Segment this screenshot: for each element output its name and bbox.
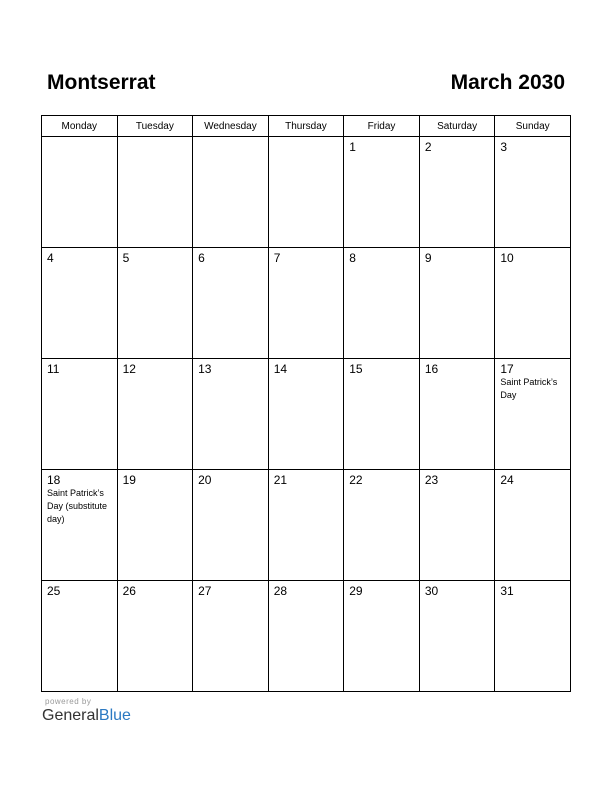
- day-cell: [268, 137, 344, 248]
- day-number: 17: [500, 362, 514, 376]
- day-cell: [419, 470, 495, 581]
- day-number: 2: [424, 140, 432, 154]
- day-cell: [495, 581, 571, 692]
- day-number: 25: [47, 584, 61, 598]
- calendar-grid: [41, 115, 571, 692]
- day-cell: [117, 359, 193, 470]
- weekday-monday: Monday: [42, 116, 118, 137]
- day-number: 28: [273, 584, 288, 598]
- day-number: 27: [198, 584, 212, 598]
- footer-branding: [42, 697, 131, 725]
- day-number: 4: [47, 251, 54, 265]
- day-cell: [193, 581, 269, 692]
- weekday-thursday: Thursday: [268, 116, 344, 137]
- day-number: 23: [424, 473, 439, 487]
- day-number: 1: [349, 140, 356, 154]
- weekday-tuesday: Tuesday: [117, 116, 193, 137]
- day-cell: [344, 359, 420, 470]
- day-number: 12: [122, 362, 136, 376]
- day-cell: [268, 470, 344, 581]
- week-row: [42, 248, 571, 359]
- holiday-label: Saint Patrick’s Day: [500, 377, 558, 400]
- day-cell: [117, 248, 193, 359]
- day-number: 11: [47, 362, 60, 376]
- day-cell: [193, 359, 269, 470]
- day-cell: [495, 470, 571, 581]
- day-cell: [117, 581, 193, 692]
- day-cell: [419, 137, 495, 248]
- weekday-wednesday: Wednesday: [193, 116, 269, 137]
- day-cell: [42, 359, 118, 470]
- brand-logo[interactable]: [42, 707, 131, 725]
- day-number: 14: [273, 362, 288, 376]
- day-number: 30: [424, 584, 439, 598]
- day-cell: [268, 359, 344, 470]
- day-number: 31: [500, 584, 514, 598]
- day-cell: [193, 248, 269, 359]
- week-row: [42, 359, 571, 470]
- day-cell: [117, 470, 193, 581]
- day-cell: [495, 359, 571, 470]
- day-cell: [419, 581, 495, 692]
- day-cell: [344, 470, 420, 581]
- day-number: 9: [424, 251, 432, 265]
- day-number: 3: [500, 140, 508, 154]
- day-cell: [42, 137, 118, 248]
- day-cell: [268, 248, 344, 359]
- day-number: 16: [424, 362, 439, 376]
- day-number: 18: [47, 473, 61, 487]
- weekday-friday: Friday: [344, 116, 420, 137]
- day-number: 21: [273, 473, 288, 487]
- weekday-sunday: Sunday: [495, 116, 571, 137]
- day-cell: [193, 470, 269, 581]
- day-cell: [344, 248, 420, 359]
- weekday-saturday: Saturday: [419, 116, 495, 137]
- brand-name-part1: General: [42, 707, 99, 724]
- day-number: 10: [500, 251, 514, 265]
- day-number: 29: [349, 584, 363, 598]
- brand-name-part2: Blue: [98, 707, 131, 724]
- week-row: [42, 470, 571, 581]
- week-row: [42, 137, 571, 248]
- day-cell: [344, 137, 420, 248]
- day-cell: [268, 581, 344, 692]
- day-cell: [344, 581, 420, 692]
- day-number: 5: [122, 251, 130, 265]
- day-number: 24: [500, 473, 514, 487]
- day-number: 22: [349, 473, 363, 487]
- month-title: March 2030: [450, 71, 565, 94]
- day-cell: [419, 248, 495, 359]
- day-number: 6: [198, 251, 205, 265]
- day-cell: [42, 470, 118, 581]
- day-number: 15: [349, 362, 363, 376]
- day-cell: [42, 248, 118, 359]
- day-number: 7: [273, 251, 281, 265]
- day-cell: [117, 137, 193, 248]
- day-cell: [193, 137, 269, 248]
- region-title: Montserrat: [47, 71, 156, 94]
- weekday-header-row: [42, 116, 571, 137]
- day-cell: [42, 581, 118, 692]
- holiday-label: Saint Patrick’s Day (substitute day): [47, 488, 108, 524]
- day-cell: [495, 248, 571, 359]
- day-cell: [495, 137, 571, 248]
- day-number: 20: [198, 473, 212, 487]
- day-cell: [419, 359, 495, 470]
- day-number: 26: [122, 584, 136, 598]
- day-number: 13: [198, 362, 212, 376]
- powered-by-text: powered by: [45, 697, 92, 706]
- week-row: [42, 581, 571, 692]
- day-number: 19: [122, 473, 136, 487]
- day-number: 8: [349, 251, 356, 265]
